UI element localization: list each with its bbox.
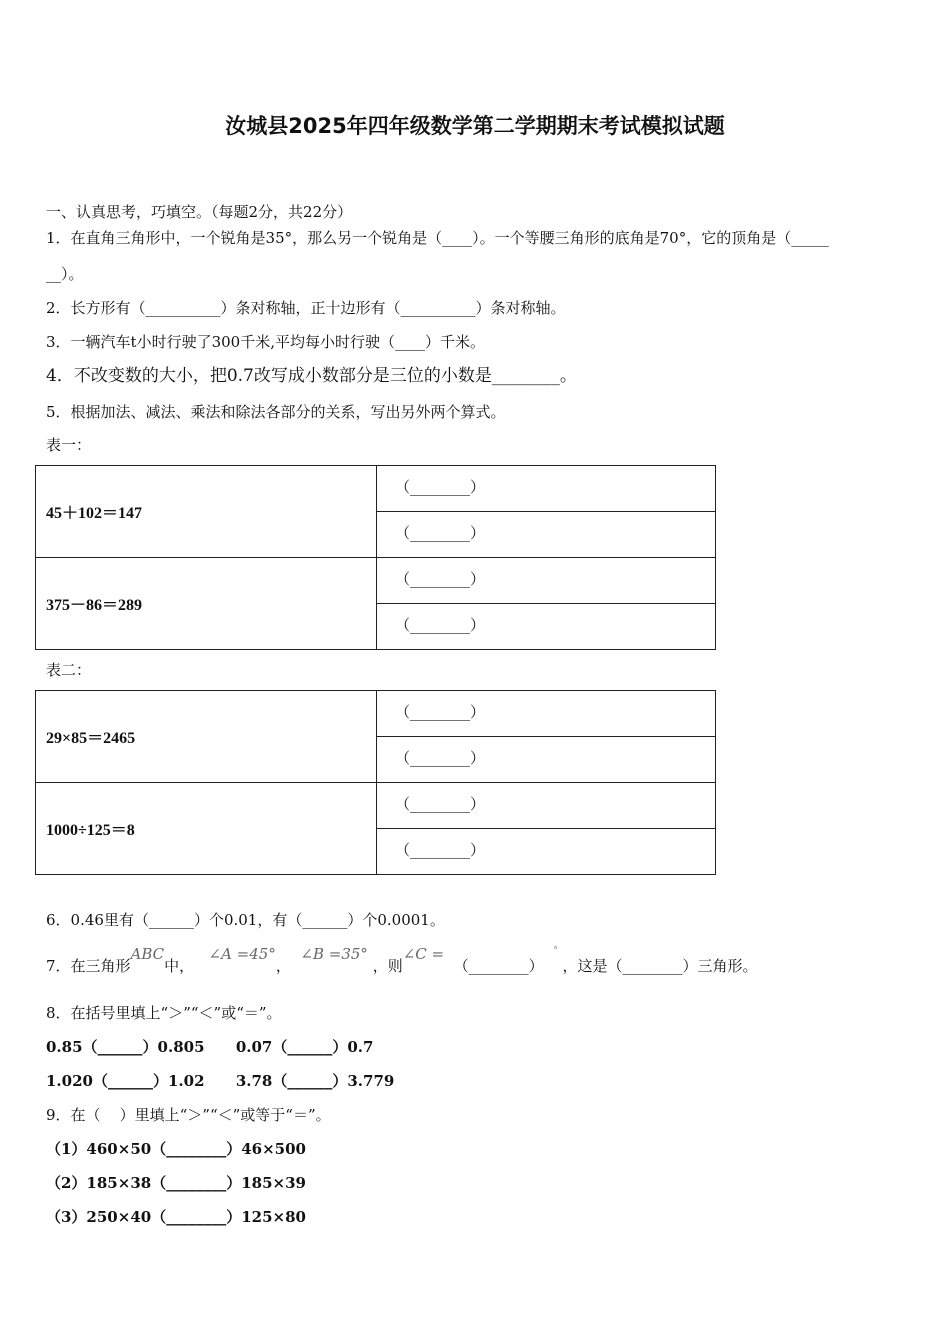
equation-cell: 375－86＝289 xyxy=(36,558,377,650)
question-9-item-3: （3）250×40（________）125×80 xyxy=(46,1208,306,1226)
degree-symbol: ° xyxy=(553,946,558,956)
table-1-label: 表一： xyxy=(46,436,92,454)
question-2: 2．长方形有（__________）条对称轴，正十边形有（__________）条对称轴。 xyxy=(46,299,566,317)
answer-cell[interactable]: （________） xyxy=(377,737,716,783)
question-8-heading: 8．在括号里填上“＞”“＜”或“＝”。 xyxy=(46,1004,282,1022)
question-1-line-1: 1．在直角三角形中，一个锐角是35°，那么另一个锐角是（____）。一个等腰三角形的底角是70°，它的顶角是（_____ xyxy=(46,229,829,247)
q7-mid: 中， xyxy=(164,957,195,975)
question-3: 3．一辆汽车t小时行驶了300千米,平均每小时行驶（____）千米。 xyxy=(46,333,485,351)
section-heading: 一、认真思考，巧填空。（每题2分，共22分） xyxy=(46,203,353,221)
table-2 xyxy=(35,690,716,875)
triangle-abc-math: ABC xyxy=(130,945,165,963)
question-6: 6．0.46里有（______）个0.01，有（______）个0.0001。 xyxy=(46,911,445,929)
question-8-row-2: 1.020（______）1.02 3.78（______）3.779 xyxy=(46,1072,395,1090)
question-9-item-2: （2）185×38（________）185×39 xyxy=(46,1174,306,1192)
q7-prefix: 7．在三角形 xyxy=(46,957,131,975)
equation-cell: 45＋102＝147 xyxy=(36,466,377,558)
equation-cell: 1000÷125＝8 xyxy=(36,783,377,875)
q7-suffix: ，这是（________）三角形。 xyxy=(562,957,758,975)
q7-blank-1[interactable]: （________） xyxy=(453,957,544,975)
answer-cell[interactable]: （________） xyxy=(377,691,716,737)
question-5: 5．根据加法、减法、乘法和除法各部分的关系，写出另外两个算式。 xyxy=(46,403,506,421)
table-1 xyxy=(35,465,716,650)
question-9-item-1: （1）460×50（________）46×500 xyxy=(46,1140,306,1158)
table-2-label: 表二： xyxy=(46,661,92,679)
answer-cell[interactable]: （________） xyxy=(377,783,716,829)
question-9-heading: 9．在（ ）里填上“＞”“＜”或等于“＝”。 xyxy=(46,1106,331,1124)
table-row xyxy=(36,691,716,737)
answer-cell[interactable]: （________） xyxy=(377,829,716,875)
angle-c-math: ∠C = xyxy=(402,945,445,963)
answer-cell[interactable]: （________） xyxy=(377,466,716,512)
table-row xyxy=(36,466,716,512)
angle-a-math: ∠A =45° xyxy=(208,945,276,963)
table-row xyxy=(36,783,716,829)
table-row xyxy=(36,558,716,604)
question-4: 4．不改变数的大小，把0.7改写成小数部分是三位的小数是________。 xyxy=(46,366,577,386)
q7-comma-1: ， xyxy=(275,957,291,975)
equation-cell: 29×85＝2465 xyxy=(36,691,377,783)
answer-cell[interactable]: （________） xyxy=(377,558,716,604)
page-title: 汝城县2025年四年级数学第二学期期末考试模拟试题 xyxy=(225,114,725,138)
question-7 xyxy=(46,945,758,979)
angle-b-math: ∠B =35° xyxy=(300,945,368,963)
answer-cell[interactable]: （________） xyxy=(377,604,716,650)
q7-comma-2: ，则 xyxy=(372,957,403,975)
question-8-row-1: 0.85（______）0.805 0.07（______）0.7 xyxy=(46,1038,374,1056)
question-1-line-2: __）。 xyxy=(46,265,84,283)
answer-cell[interactable]: （________） xyxy=(377,512,716,558)
